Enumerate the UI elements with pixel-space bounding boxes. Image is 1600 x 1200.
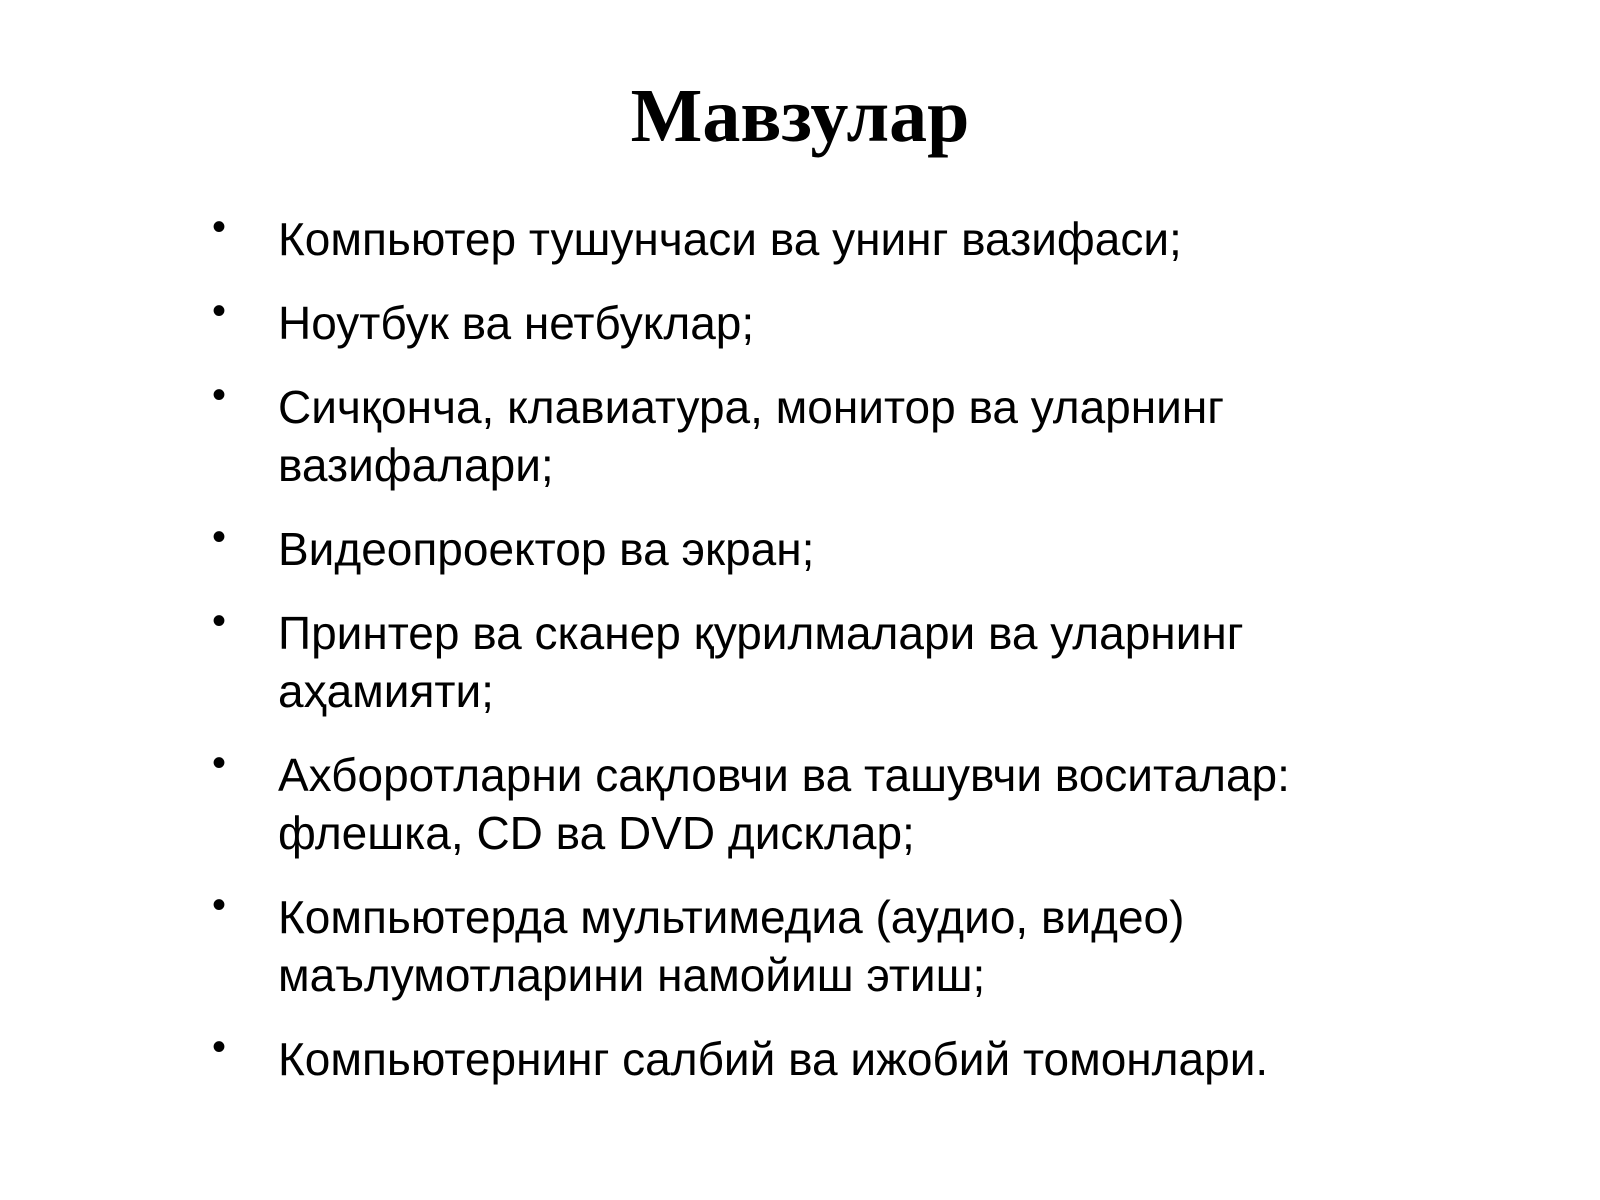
topic-list (212, 205, 1412, 1114)
bullet-icon: • (212, 205, 227, 249)
bullet-icon: • (212, 741, 227, 785)
bullet-icon: • (212, 599, 227, 643)
bullet-icon: • (212, 373, 227, 417)
list-item-text: Ноутбук ва нетбуклар; (278, 297, 755, 349)
slide-title: Мавзулар (630, 74, 970, 158)
list-item (212, 373, 1412, 494)
list-item (212, 205, 1412, 268)
bullet-icon: • (212, 289, 227, 333)
bullet-icon: • (212, 1025, 227, 1069)
bullet-icon: • (212, 883, 227, 927)
list-item (212, 599, 1412, 720)
list-item-text: Сичқонча, клавиатура, монитор ва уларнинг вазифалари; (278, 381, 1225, 491)
bullet-icon: • (212, 515, 227, 559)
list-item-text: Принтер ва сканер қурилмалари ва уларнинг аҳамияти; (278, 607, 1244, 717)
list-item-text: Компьютер тушунчаси ва унинг вазифаси; (278, 213, 1182, 265)
list-item (212, 289, 1412, 352)
list-item (212, 515, 1412, 578)
list-item (212, 1025, 1412, 1088)
list-item-text: Компьютерда мультимедиа (аудио, видео) маълумотларини намойиш этиш; (278, 891, 1185, 1001)
list-item-text: Компьютернинг салбий ва ижобий томонлари. (278, 1033, 1269, 1085)
list-item-text: Видеопроектор ва экран; (278, 523, 815, 575)
list-item-text: Ахборотларни сақловчи ва ташувчи воситалар: флешка, CD ва DVD дисклар; (278, 749, 1290, 859)
list-item (212, 741, 1412, 862)
list-item (212, 883, 1412, 1004)
